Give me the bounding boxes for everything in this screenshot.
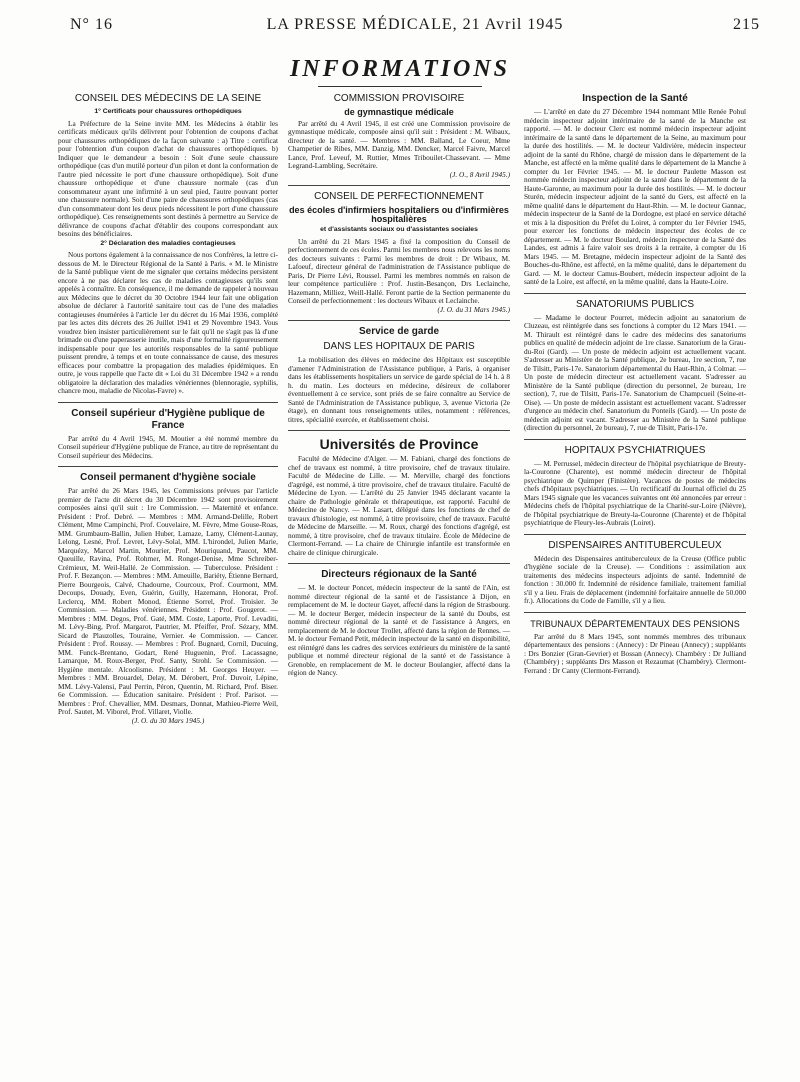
- subheading-hopitaux-paris: DANS LES HOPITAUX DE PARIS: [323, 341, 475, 352]
- column-middle: [288, 88, 510, 678]
- divider: [58, 402, 278, 403]
- issue-number: N° 16: [70, 16, 113, 33]
- divider: [288, 430, 510, 431]
- paragraph-conseil-superieur: Par arrêté du 4 Avril 1945, M. Moutier a été nommé membre du Conseil supérieur d'Hygiène publique de France, au titre de représentant du Conseil supérieur des Médecins.: [58, 433, 278, 460]
- paragraph-directeurs-regionaux: — M. le docteur Poncet, médecin inspecteur de la santé de l'Ain, est nommé directeur régional de la santé et de l'assistance à Dijon, en remplacement de M. le docteur Gayet, affecté dans la région de Strasbourg. — M. le docteur Berger, médecin inspecteur de la santé du Doubs, est nommé directeur régional de la santé et de l'assistance à Angers, en remplacement de M. le docteur Trollet, affecté dans la région de Rennes. — M. le docteur Fernand Petit, médecin inspecteur de la santé en disponibilité, est réintégré dans les cadres des services extérieurs du ministère de la santé publique et nommé directeur régional de la santé et de l'assistance à Grenoble, en remplacement de M. le docteur Boulangier, affecté dans la région de Nancy.: [288, 583, 510, 677]
- heading-sanatoriums: SANATORIUMS PUBLICS: [576, 298, 694, 310]
- heading-inspection-sante: Inspection de la Santé: [582, 93, 688, 104]
- page-header: [70, 16, 760, 40]
- page-number: 215: [733, 16, 760, 33]
- divider: [288, 185, 510, 186]
- heading-dispensaires: DISPENSAIRES ANTITUBERCULEUX: [548, 539, 722, 551]
- heading-universites: Universités de Province: [319, 436, 479, 452]
- paragraph-service-garde: La mobilisation des élèves en médecine des Hôpitaux est susceptible d'amener l'Administration de l'Assistance publique, à Paris, à organiser dans les établissements hospitaliers un service de garde spécial de 14 h. à 8 h. du matin. Les docteurs en médecine, désireux de collaborer éventuellement à ce service, sont priés de se faire connaître au Service de Santé de l'Administration de l'Assistance publique, 3, avenue Victoria (2e étage), en donnant tous renseignements utiles, notamment : références, titres, spécialité exercée, et établissement choisi.: [288, 355, 510, 424]
- paragraph-dispensaires: Médecin des Dispensaires antituberculeux de la Creuse (Office public d'hygiène sociale de la Creuse). — Conditions : assimilation aux traitements des médecins inspecteurs adjoints de santé. Indemnité de fonction : 30.000 fr. Indemnité de résidence familiale, traitement familial s'il y a lieu. Frais de déplacement (indemnité forfaitaire annuelle de 50.000 fr.). Allocations du Code de Famille, s'il y a lieu.: [524, 553, 746, 605]
- source-citation: (J. O., 8 Avril 1945.): [449, 169, 510, 179]
- banner-underline: [318, 86, 482, 87]
- divider: [58, 466, 278, 467]
- journal-title: LA PRESSE MÉDICALE, 21 Avril 1945: [266, 16, 564, 33]
- heading-commission-provisoire: COMMISSION PROVISOIRE: [333, 93, 465, 104]
- paragraph-certificats: La Préfecture de la Seine invite MM. les Médecins à établir les certificats médicaux qu'ils délivrent pour l'obtention de coupons d'achat pour chaussures orthopédiques de la façon suivante : a) Titre : certificat pour l'obtention d'un coupon d'achat de chaussures orthopédiques. b) Indiquer que le demandeur a besoin : Soit d'une seule chaussure orthopédique (cas d'un mutilé porteur d'un pilon et dont la conformation de l'autre pied nécessite le port d'une chaussure orthopédique). Soit d'une chaussure orthopédique et d'une chaussure normale (cas d'un consommateur ayant une infirmité à un seul pied, l'autre pouvant porter une chaussure normale). Soit d'une paire de chaussures orthopédiques (cas d'un consommateur dont les deux pieds nécessitent le port d'une chaussure orthopédique). Ces renseignements sont destinés à permettre au Service de délivrance de coupons d'achat d'établir des coupons correspondant aux besoins des bénéficiaires.: [58, 118, 278, 238]
- paragraph-tribunaux: Par arrêté du 8 Mars 1945, sont nommés membres des tribunaux départementaux des pensions : (Annecy) : Dr Pineau (Annecy) ; suppléants : Drs Bonzier (Gran-Gevrier) et Bossan (Annecy). Chambéry : Dr Julliand (Chambéry) ; suppléants Drs Masson et Rezaumat (Chambéry). Clermont-Ferrand : Dr Canty (Clermont-Ferrand).: [524, 631, 746, 675]
- divider: [288, 320, 510, 321]
- source-citation: (J. O. du 30 Mars 1945.): [131, 715, 205, 725]
- subheading-maladies: 2° Déclaration des maladies contagieuses: [100, 239, 236, 247]
- paragraph-gymnastique: Par arrêté du 4 Avril 1945, il est créé une Commission provisoire de gymnastique médicale, composée ainsi qu'il suit : Président : M. Wibaux, directeur de la santé. — Membres : MM. Balland, Le Coeur, Mme Champetier de Ribes, MM. Danzig, MM. Dencker, Marcel Faivre, Marcel Lance, Prof. Leveuf, M. Ruttier, Mmes Tribouilet-Chassevant. — Mme Legrand-Lambling, Secrétaire.: [288, 118, 510, 170]
- heading-conseil-medecins: CONSEIL DES MÉDECINS DE LA SEINE: [74, 93, 262, 104]
- divider: [288, 563, 510, 564]
- paragraph-perfectionnement: Un arrêté du 21 Mars 1945 a fixé la composition du Conseil de perfectionnement de ces écoles. Parmi les membres nous relevons les noms des docteurs suivants : Parmi les membres de droit : Dr Wibaux, M. Lafoeuf, directeur général de l'administration de l'Assistance publique de Paris, Dr Pierre Lévi, Roussel. Parmi les membres nommés en raison de leur compétence particulière : Prof. Justin-Besançon, Drs Leclainche, Hazemann, Milliez, Weill-Hallé. Feront partie de la Section permanente du Conseil de perfectionnement : les docteurs Wibaux et Leclainche.: [288, 236, 510, 305]
- heading-hopitaux-psychiatriques: HOPITAUX PSYCHIATRIQUES: [564, 444, 706, 456]
- heading-conseil-perfectionnement: CONSEIL DE PERFECTIONNEMENT: [314, 191, 484, 202]
- paragraph-universites: Faculté de Médecine d'Alger. — M. Fabiani, chargé des fonctions de chef de travaux est nommé, à titre provisoire, chef de travaux titulaire. Faculté de Médecine de Lille. — M. Merville, chargé des fonctions d'agrégé, est nommé, à titre provisoire, chef de travaux titulaire. Faculté de Médecine de Lyon. — L'arrêté du 25 Janvier 1945 déclarant vacante la chaire de Pathologie générale et thérapeutique, est rapporté. Faculté de Médecine de Nancy. — M. Lasart, délégué dans les fonctions de chef de travaux d'histologie, est nommé, à titre provisoire, chef de travaux. Faculté de Médecine de Marseille. — M. Roux, chargé des fonctions d'agrégé, est nommé, à titre provisoire, chef de travaux titulaire. École de Médecine de Clermont-Ferrand. — La chaire de Chirurgie infantile est transformée en chaire de clinique chirurgicale.: [288, 454, 510, 557]
- heading-service-garde: Service de garde: [358, 326, 440, 337]
- paragraph-sanatoriums: — Madame le docteur Pourret, médecin adjoint au sanatorium de Cluzeau, est réintégrée dans ses fonctions à compter du 12 Mars 1941. — M. Thirault est réintégré dans le cadre des médecins des sanatoriums publics en qualité de médecin adjoint de 1re classe. Sanatorium de la Grau-du-Roi (Gard). — Un poste de médecin adjoint est actuellement vacant. S'adresser au Ministère de la Santé publique, 2e bureau, 1re section, 7, rue de Tilsitt, Paris-17e. Sanatorium départemental du Haut-Rhin, à Colmar. — Un poste de médecin directeur est actuellement vacant. S'adresser au Ministère de la Santé publique (direction du personnel, 2e bureau, 1re section), 7, rue de Tilsitt, Paris-17e. Sanatorium de Champcueil (Seine-et-Oise). — Un poste de médecin assistant est actuellement vacant. S'adresser d'urgence au médecin chef. Sanatorium du Ponteils (Gard). — Un poste de médecin adjoint est vacant. S'adresser au Ministère de la Santé publique (direction du personnel, 2e bureau), 7, rue de Tilsitt, Paris-17e.: [524, 312, 746, 432]
- divider: [524, 534, 746, 535]
- heading-directeurs-regionaux: Directeurs régionaux de la Santé: [321, 569, 477, 580]
- paragraph-maladies: Nous portons également à la connaissance de nos Confrères, la lettre ci-dessous de M. le Directeur Régional de la Santé à Paris. « M. le Ministre de la Santé publique vient de me signaler que certains médecins persistent encore à ne pas déclarer les cas de maladies contagieuses qu'ils sont appelés à connaître. En conséquence, il me demande de rappeler à nouveau aux Médecins que le décret du 30 Octobre 1944 leur fait une obligation absolue de déclarer à l'autorité sanitaire tout cas de l'une des maladies contagieuses énumérées à l'article 1er du décret du 16 Mai 1936, complété par les actes dits décrets des 26 Juillet 1941 et 29 Novembre 1943. Vous voudrez bien insister particulièrement sur le fait qu'il ne s'agit pas là d'une brimade ou d'une paperasserie inutile, mais d'une formalité rigoureusement indispensable pour que les autorités responsables de la santé publique puissent prendre, à temps et en toute connaissance de cause, des mesures efficaces pour combattre la propagation des maladies épidémiques. En outre, je vous rappelle que l'acte dit « Loi du 31 Décembre 1942 » a rendu obligatoire la déclaration des maladies vénériennes (blennoragie, syphilis, chancre mou, maladie de Nicolas-Favre) ».: [58, 250, 278, 395]
- divider: [524, 293, 746, 294]
- subheading-gymnastique: de gymnastique médicale: [344, 107, 454, 117]
- subheading-ecoles: des écoles d'infirmiers hospitaliers ou d'infirmières hospitalières: [289, 205, 509, 224]
- subheading-assistants: et d'assistants sociaux ou d'assistantes sociales: [320, 226, 478, 233]
- subheading-certificats: 1° Certificats pour chaussures orthopédiques: [94, 108, 242, 115]
- column-left: [58, 88, 278, 725]
- heading-tribunaux: TRIBUNAUX DÉPARTEMENTAUX DES PENSIONS: [530, 618, 740, 629]
- heading-conseil-superieur: Conseil supérieur d'Hygiène publique de France: [71, 407, 265, 431]
- source-citation: (J. O. du 31 Mars 1945.): [437, 304, 510, 314]
- column-right: [524, 88, 746, 675]
- paragraph-inspection: — L'arrêté en date du 27 Décembre 1944 nommant Mlle Renée Pohul médecin inspecteur adjoint intérimaire de la santé de la Manche est rapporté. — M. le docteur Clerc est nommé médecin inspecteur adjoint intérimaire de la santé dans le département de la Seine, au maximum pour la durée des hostilités. — M. le docteur Valdivière, médecin inspecteur adjoint de la santé du Rhône, chargé de mission dans le département de la Manche, est affecté en la même qualité dans le département de la Manche à compter du 1er Février 1945. — M. le docteur Paulette Masson est nommée médecin inspecteur adjoint de la santé dans le département de la Haute-Garonne, au maximum pour la durée des hostilités. — M. le docteur Sturén, médecin inspecteur adjoint de la santé du Gers, est affecté en la même qualité dans le département du Haut-Rhin. — M. le docteur Gannac, médecin inspecteur de la Santé de la Dordogne, est placé en service détaché et mis à la disposition du Préfet du Loiret, à compter du 1er Février 1945, pour exercer les fonctions de médecin inspecteur des écoles de ce département. — M. le docteur Boulard, médecin inspecteur de la Santé des Landes, est admis à faire valoir ses droits à la retraite, à compter du 16 Mars 1945. — M. Bretagne, médecin inspecteur adjoint de la Santé des Bouches-du-Rhône, est affecté, en la même qualité, dans le département du Gard. — M. le docteur Camus-Boubert, médecin inspecteur adjoint de la santé de la Loire, est affecté, en la même qualité, dans la Haute-Loire.: [524, 107, 746, 286]
- divider: [524, 612, 746, 613]
- section-banner: INFORMATIONS: [289, 56, 511, 82]
- paragraph-commissions: Par arrêté du 26 Mars 1945, les Commissions prévues par l'article premier de l'acte dit décret du 30 Décembre 1942 sont provisoirement composées ainsi qu'il suit : 1re Commission. — Maternité et enfance. Président : Prof. Debré. — Membres : MM. Armand-Delille, Robert Clément, Mme Campinchi, Prof. Couvelaire, M. Fèvre, Mme Gouse-Roas, MM. Grumbaum-Ballin, Julien Huber, Lamaze, Lamy, Clément-Launay, Lelong, Lesné, Prof. Levret, Lévy-Solal, MM. L'hirondel, Julien Marie, Marquézy, Marcel Martin, Mourier, Prof. Mouriquand, Paucot, MM. Queuille, Ravina, Prof. Rohmer, M. Ronget-Denise, Mme Schreiber-Crémieux, M. Weil-Hallé. 2e Commission. — Tuberculose. Président : Prof. F. Bezançon. — Membres : MM. Ameuille, Bariéty, Étienne Bernard, Pierre Bourgeois, Calvé, Chadourne, Courcoux, Prof. Courmont, MM. Decoups, Douady, Even, Guérin, Guilly, Hazemann, Honorat, Prof. Leclercq, MM. Robert Monod, Étienne Sorrel, Prof. Troisier. 3e Commission. — Maladies vénériennes. Président : Prof. Gougerot. — Membres : MM. Degos, Prof. Gaté, MM. Coste, Laporte, Prof. Levaditi, M. Lévy-Bing, Prof. Margarot, Pautrier, M. Pfeiffer, Prof. Sézary, MM. Sicard de Plauzolles, Touraine, Vernier. 4e Commission. — Cancer. Président : Prof. Roussy. — Membres : Prof. Bugnard, Cornil, Ducuing, MM. Funck-Brentano, Godart, René Huguenin, Prof. Lacassagne, Lamarque, M. Roux-Berger, Prof. Santy, Strohl. 5e Commission. — Hygiène mentale. Alcoolisme. Président : M. Georges Heuyer. — Membres : MM. Brouardel, Delay, M. Dérobert, Prof. Duvoir, Lépine, MM. Lévy-Valensi, Paul Perrin, Péron, Quentin, M. Richard, Prof. Biser. 6e Commission. — Éducation sanitaire. Président : Prof. Parisot. — Membres : Prof. Chevallier, MM. Desmars, Donnat, Mathieu-Pierre Weil, Prof. Sautet, M. Viborel, Prof. Villaret, Violle.: [58, 486, 278, 716]
- paragraph-hopitaux-psychiatriques: — M. Perrussel, médecin directeur de l'hôpital psychiatrique de Breuty-la-Couronne (Charente), est nommé médecin directeur de l'hôpital psychiatrique de Quimper (Finistère). Vacances de postes de médecins chefs d'hôpitaux psychiatriques. — Un rectificatif du Journal officiel du 25 Mars 1945 signale que les vacances suivantes ont été annoncées par erreur : Médecins chefs de l'hôpital psychiatrique de la Charité-sur-Loire (Nièvre), de l'hôpital psychiatrique de Breuty-la-Couronne (Charente) et de l'hôpital psychiatrique de Fleury-les-Aubrais (Loiret).: [524, 458, 746, 527]
- heading-conseil-permanent: Conseil permanent d'hygiène sociale: [80, 472, 256, 483]
- divider: [524, 439, 746, 440]
